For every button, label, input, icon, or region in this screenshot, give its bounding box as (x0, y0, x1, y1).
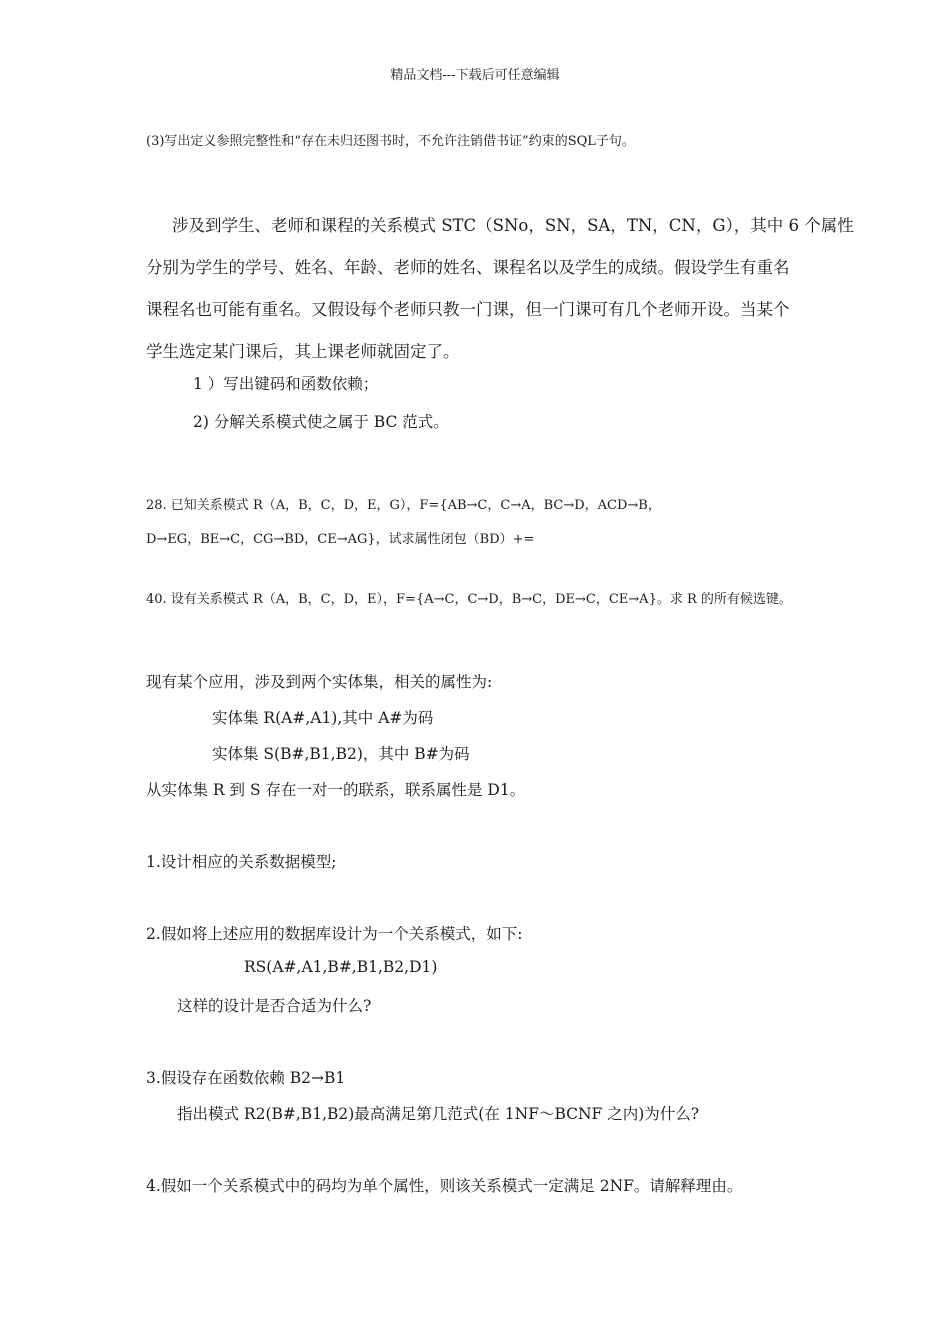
question-28-line-2: D→EG，BE→C，CG→BD，CE→AG}，试求属性闭包（BD）+= (146, 532, 535, 547)
page-header: 精品文档---下载后可任意编辑 (390, 68, 560, 83)
stc-item-1: 1 ）写出键码和函数依赖； (193, 375, 379, 393)
question-40: 40. 设有关系模式 R（A，B，C，D，E），F={A→C，C→D，B→C，DE→C，CE→A}。求 R 的所有候选键。 (146, 592, 792, 607)
question-28-line-1: 28. 已知关系模式 R（A，B，C，D，E，G），F={AB→C，C→A，BC→D，ACD→B， (146, 498, 661, 513)
stc-paragraph-line-4: 学生选定某门课后，其上课老师就固定了。 (146, 342, 460, 361)
question-sql-clause: (3)写出定义参照完整性和“存在未归还图书时，不允许注销借书证”约束的SQL子句。 (146, 134, 635, 149)
app-intro: 现有某个应用，涉及到两个实体集，相关的属性为: (146, 673, 493, 691)
rs-schema: RS(A#,A1,B#,B1,B2,D1) (244, 958, 438, 976)
app-question-2: 2.假如将上述应用的数据库设计为一个关系模式，如下: (146, 925, 523, 943)
app-question-1: 1.设计相应的关系数据模型; (146, 853, 337, 871)
stc-paragraph-line-1: 涉及到学生、老师和课程的关系模式 STC（SNo，SN，SA，TN，CN，G），其中 6 个属性 (172, 216, 854, 235)
stc-paragraph-line-2: 分别为学生的学号、姓名、年龄、老师的姓名、课程名以及学生的成绩。假设学生有重名 (146, 258, 790, 277)
app-question-3: 3.假设存在函数依赖 B2→B1 (146, 1069, 346, 1087)
entity-s: 实体集 S(B#,B1,B2)，其中 B#为码 (212, 745, 470, 763)
app-question-4: 4.假如一个关系模式中的码均为单个属性，则该关系模式一定满足 2NF。请解释理由。 (146, 1177, 743, 1195)
relation-statement: 从实体集 R 到 S 存在一对一的联系，联系属性是 D1。 (146, 781, 526, 799)
app-question-2-ask: 这样的设计是否合适为什么? (177, 997, 372, 1015)
entity-r: 实体集 R(A#,A1),其中 A#为码 (212, 709, 434, 727)
stc-paragraph-line-3: 课程名也可能有重名。又假设每个老师只教一门课，但一门课可有几个老师开设。当某个 (146, 300, 790, 319)
app-question-3-ask: 指出模式 R2(B#,B1,B2)最高满足第几范式(在 1NF～BCNF 之内)为什么? (177, 1105, 700, 1123)
stc-item-2: 2) 分解关系模式使之属于 BC 范式。 (193, 413, 449, 431)
